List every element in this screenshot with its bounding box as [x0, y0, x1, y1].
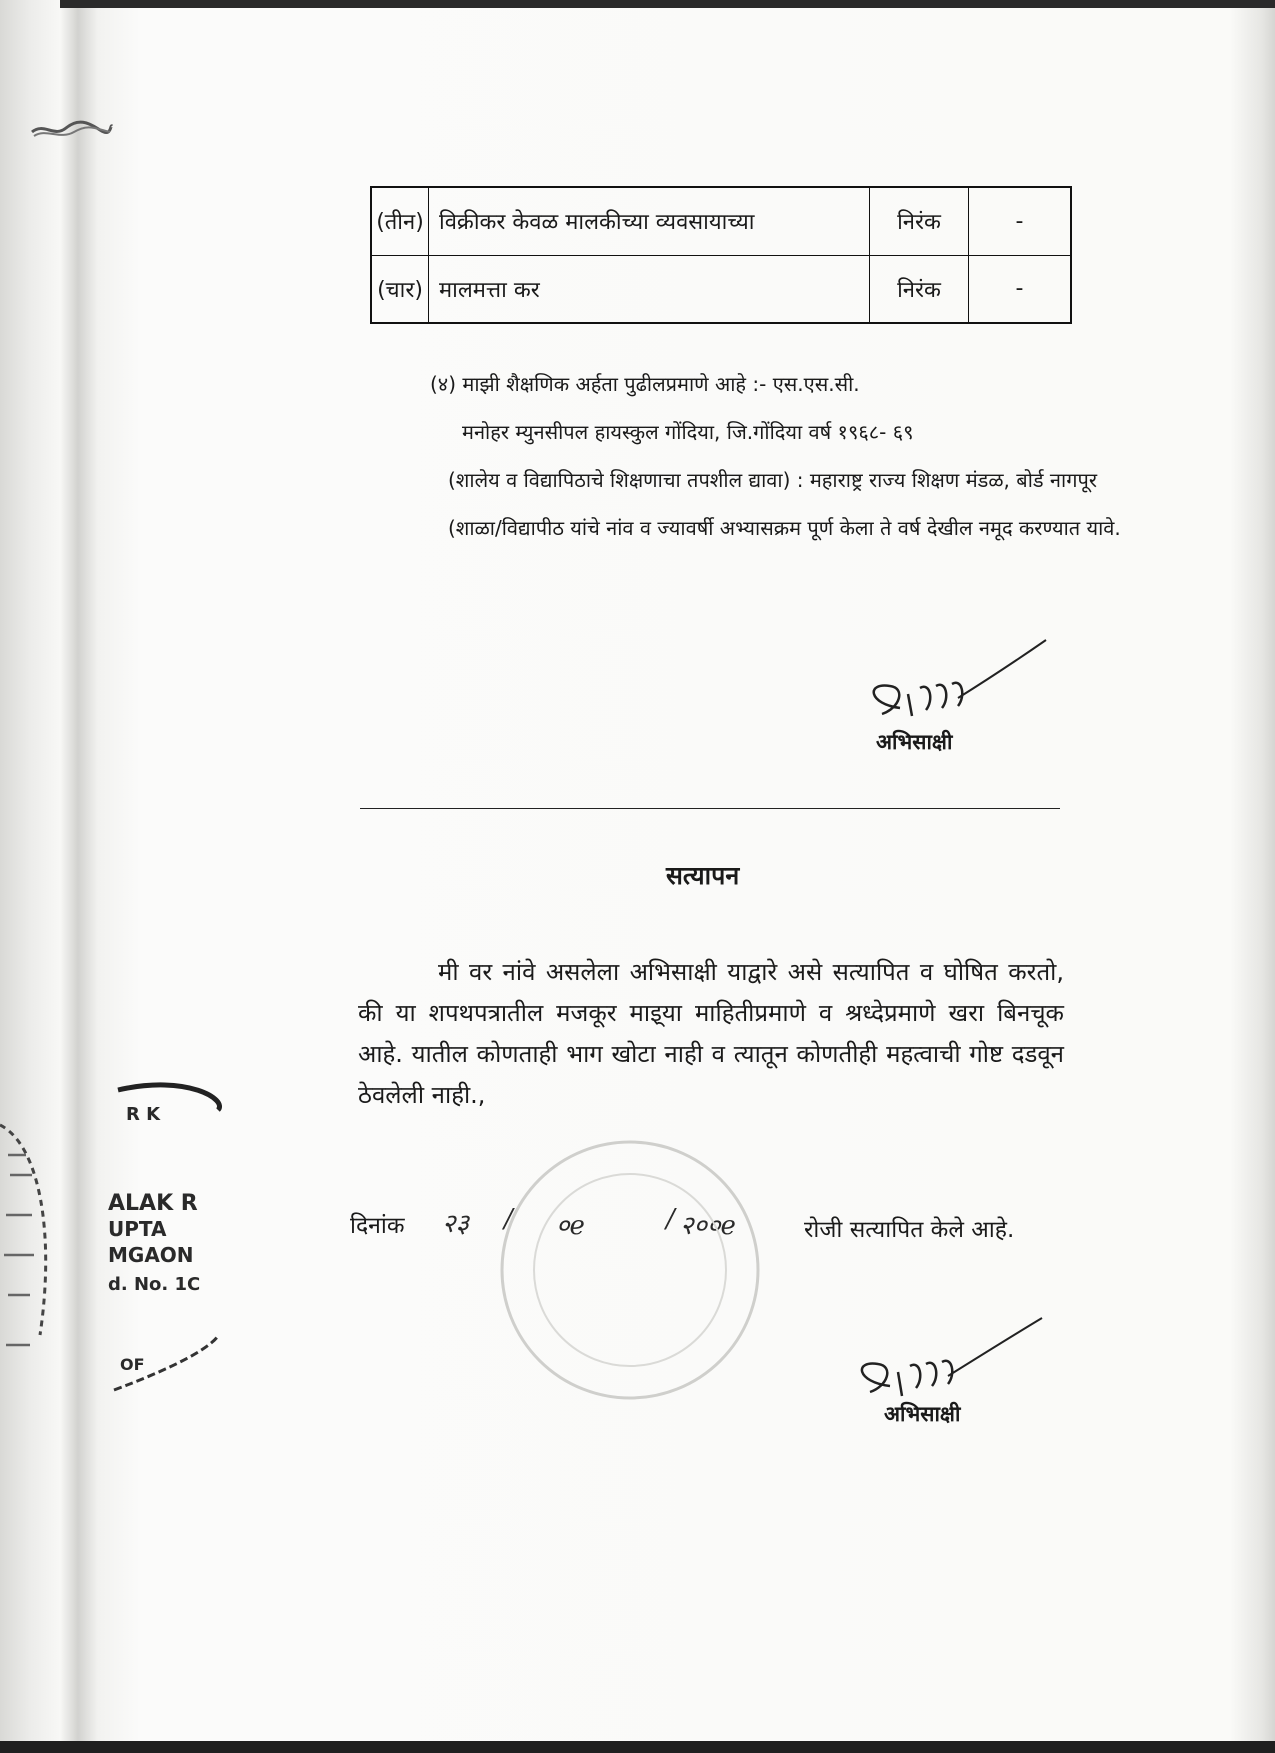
- signature-1: [860, 638, 1050, 728]
- verification-paragraph: [358, 952, 1064, 1116]
- date-label: दिनांक: [350, 1213, 405, 1239]
- row-status: निरंक: [870, 255, 969, 323]
- row-item: मालमत्ता कर: [429, 255, 870, 323]
- row-number: (तीन): [371, 187, 429, 255]
- signature-label: अभिसाक्षी: [876, 730, 953, 754]
- row-number: (चार): [371, 255, 429, 323]
- date-day: २३: [442, 1209, 470, 1239]
- row-item: विक्रीकर केवळ मालकीच्या व्यवसायाच्या: [429, 187, 870, 255]
- row-amount: -: [969, 255, 1072, 323]
- date-separator: /: [666, 1204, 675, 1234]
- date-suffix: रोजी सत्यापित केले आहे.: [804, 1217, 1015, 1243]
- partial-stamp-left: [0, 1085, 60, 1395]
- qualification-line-4: (शाळा/विद्यापीठ यांचे नांव व ज्यावर्षी अभ्यासक्रम पूर्ण केला ते वर्ष देखील नमूद करण्यात यावे.: [448, 516, 1121, 540]
- verification-heading: सत्यापन: [666, 861, 740, 890]
- date-year: २००e: [680, 1211, 736, 1241]
- qualification-line-2: मनोहर म्युनसीपल हायस्कुल गोंदिया, जि.गोंदिया वर्ष १९६८- ६९: [462, 420, 914, 444]
- faint-stamp-impression: [470, 1120, 790, 1420]
- stamp-text: ALAK R: [108, 1191, 198, 1216]
- divider: [360, 808, 1060, 809]
- table-row: [371, 187, 1071, 255]
- stamp-text: R K: [126, 1104, 161, 1125]
- scan-bottom-edge: [0, 1741, 1275, 1753]
- row-amount: -: [969, 187, 1072, 255]
- stamp-text: UPTA: [108, 1217, 167, 1241]
- tax-table: [370, 186, 1072, 324]
- qualification-line-3: (शालेय व विद्यापिठाचे शिक्षणाचा तपशील द्यावा) : महाराष्ट्र राज्य शिक्षण मंडळ, बोर्ड नागपूर: [448, 468, 1098, 492]
- stamp-text: MGAON: [108, 1243, 194, 1267]
- date-month: ०e: [556, 1211, 585, 1241]
- stamp-text: d. No. 1C: [108, 1274, 201, 1295]
- table-row: [371, 255, 1071, 323]
- binding-string: [30, 118, 114, 142]
- signature-2: [846, 1316, 1046, 1406]
- scan-top-edge: [60, 0, 1275, 8]
- verification-text: मी वर नांवे असलेला अभिसाक्षी याद्वारे असे सत्यापित व घोषित करतो, की या शपथपत्रातील मजकूर माइ्या माहितीप्रमाणे व श्रध्देप्रमाणे खरा बिनचूक आहे. यातील कोणताही भाग खोटा नाही व त्यातून कोणतीही महत्वाची गोष्ट दडवून ठेवलेली नाही.,: [358, 958, 1064, 1109]
- date-separator: /: [504, 1204, 513, 1234]
- qualification-line-1: (४) माझी शैक्षणिक अर्हता पुढीलप्रमाणे आहे :- एस.एस.सी.: [430, 372, 860, 396]
- signature-label: अभिसाक्षी: [884, 1402, 961, 1426]
- official-stamp: [108, 1080, 238, 1400]
- stamp-text: OF: [120, 1355, 145, 1374]
- row-status: निरंक: [870, 187, 969, 255]
